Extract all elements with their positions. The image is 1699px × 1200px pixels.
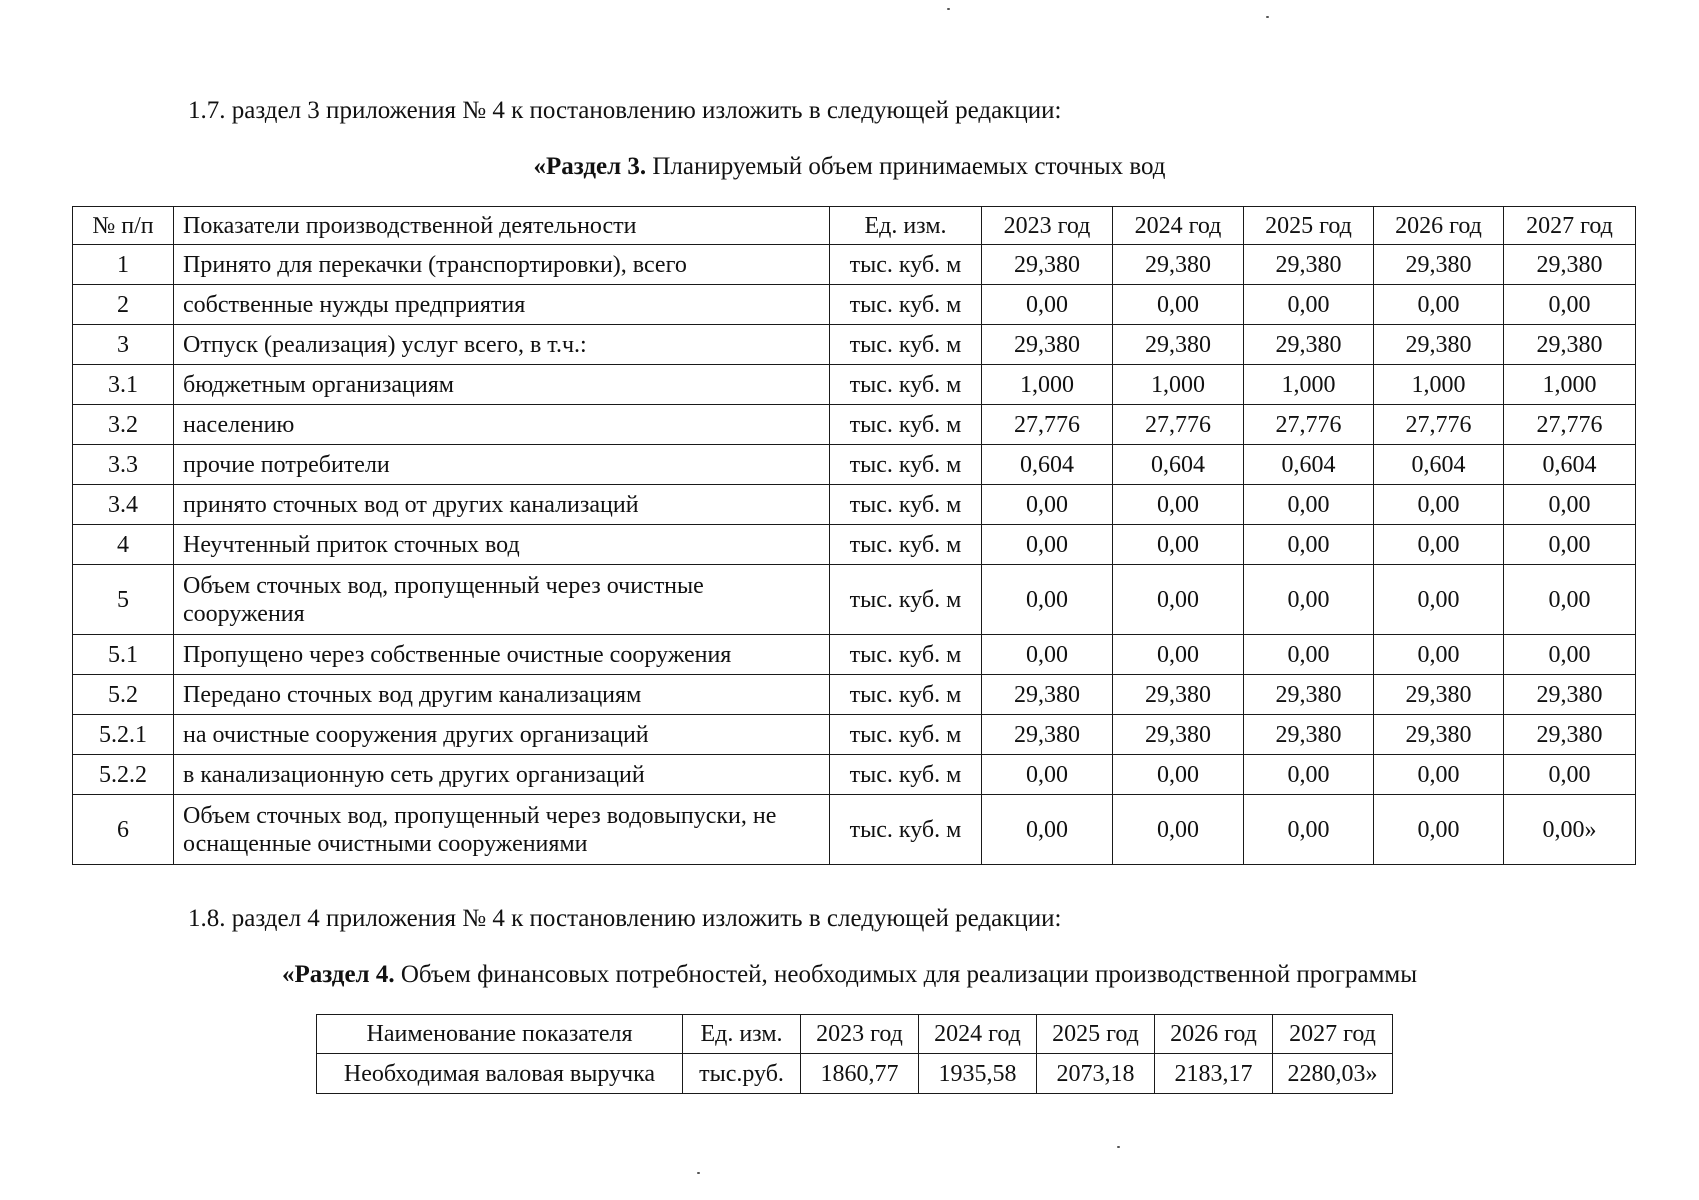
table-cell: 0,00 [982,795,1113,865]
table-cell: 29,380 [1244,245,1374,285]
table-cell: тыс. куб. м [830,445,982,485]
scan-speck [1117,1146,1120,1148]
table-cell: 0,00 [1504,565,1636,635]
table-cell: 29,380 [1374,715,1504,755]
table-cell: 5.2.2 [73,755,174,795]
table-row [73,635,1636,675]
table-cell: 0,00 [1244,285,1374,325]
column-header-2024: 2024 год [1113,207,1244,245]
table-cell: 3 [73,325,174,365]
table-cell: 0,00 [1504,635,1636,675]
table-cell: 5.1 [73,635,174,675]
table-cell: 0,604 [982,445,1113,485]
table-cell: 0,00» [1504,795,1636,865]
section3-title-rest: Планируемый объем принимаемых сточных вод [646,153,1166,180]
column-header-2023: 2023 год [801,1015,919,1054]
table-cell: 0,604 [1113,445,1244,485]
table-cell: тыс. куб. м [830,365,982,405]
table-cell: 0,00 [982,565,1113,635]
table-cell: Необходимая валовая выручка [317,1054,683,1094]
table-cell: 1 [73,245,174,285]
table-cell: 1,000 [1244,365,1374,405]
table-cell: 0,00 [1244,525,1374,565]
table-cell: 0,00 [1374,565,1504,635]
table-row [73,285,1636,325]
table-row [73,325,1636,365]
section4-title [0,960,1699,990]
table-cell: бюджетным организациям [174,365,830,405]
scan-speck [697,1172,700,1174]
table-cell: 0,00 [1244,635,1374,675]
table-cell: 29,380 [1113,715,1244,755]
table-cell: 0,00 [1113,755,1244,795]
table-cell: тыс.руб. [683,1054,801,1094]
table-cell: Объем сточных вод, пропущенный через очистные сооружения [174,565,830,635]
table-cell: 6 [73,795,174,865]
table-cell: 5 [73,565,174,635]
table-cell: 0,00 [1113,485,1244,525]
table-cell: на очистные сооружения других организаций [174,715,830,755]
table-cell: тыс. куб. м [830,325,982,365]
column-header-2026: 2026 год [1155,1015,1273,1054]
table-cell: 0,604 [1244,445,1374,485]
table-cell: Пропущено через собственные очистные сооружения [174,635,830,675]
table-cell: Принято для перекачки (транспортировки), всего [174,245,830,285]
table-cell: тыс. куб. м [830,795,982,865]
table-cell: 2 [73,285,174,325]
table-cell: 0,00 [1374,525,1504,565]
column-header-unit: Ед. изм. [830,207,982,245]
section3-header-row [73,207,1636,245]
table-cell: Неучтенный приток сточных вод [174,525,830,565]
section3-table-body [73,245,1636,865]
table-cell: 0,00 [1244,485,1374,525]
table-cell: 29,380 [982,715,1113,755]
scan-speck [947,8,950,10]
table-cell: 0,00 [1374,285,1504,325]
column-header-indicator: Показатели производственной деятельности [174,207,830,245]
table-cell: тыс. куб. м [830,405,982,445]
column-header-2025: 2025 год [1244,207,1374,245]
table-row [73,755,1636,795]
table-cell: 0,00 [1504,285,1636,325]
table-cell: 1935,58 [919,1054,1037,1094]
table-cell: 0,00 [1374,485,1504,525]
table-cell: тыс. куб. м [830,525,982,565]
section3-intro: 1.7. раздел 3 приложения № 4 к постановлению изложить в следующей редакции: [188,97,1062,124]
table-cell: 29,380 [1244,715,1374,755]
table-cell: тыс. куб. м [830,565,982,635]
table-cell: 27,776 [1374,405,1504,445]
column-header-2023: 2023 год [982,207,1113,245]
table-cell: тыс. куб. м [830,715,982,755]
table-cell: 29,380 [1113,245,1244,285]
table-cell: 0,00 [1374,795,1504,865]
table-cell: в канализационную сеть других организаций [174,755,830,795]
table-cell: 27,776 [982,405,1113,445]
section4-title-rest: Объем финансовых потребностей, необходимых для реализации производственной программы [394,961,1418,988]
table-cell: собственные нужды предприятия [174,285,830,325]
table-cell: 29,380 [1374,675,1504,715]
table-cell: 0,00 [982,755,1113,795]
table-cell: 0,00 [1113,635,1244,675]
table-cell: 0,00 [1113,285,1244,325]
column-header-2025: 2025 год [1037,1015,1155,1054]
column-header-2027: 2027 год [1504,207,1636,245]
table-cell: Передано сточных вод другим канализациям [174,675,830,715]
table-cell: 29,380 [1504,675,1636,715]
table-cell: 3.2 [73,405,174,445]
table-cell: тыс. куб. м [830,675,982,715]
table-cell: 3.1 [73,365,174,405]
table-cell: 0,604 [1504,445,1636,485]
table-cell: 0,00 [1244,795,1374,865]
table-cell: 3.4 [73,485,174,525]
table-row [73,485,1636,525]
table-cell: 29,380 [982,245,1113,285]
table-cell: 5.2 [73,675,174,715]
table-cell: 0,00 [982,525,1113,565]
column-header-2026: 2026 год [1374,207,1504,245]
column-header-name: Наименование показателя [317,1015,683,1054]
scan-speck [1266,16,1269,18]
table-cell: 0,00 [982,485,1113,525]
table-cell: тыс. куб. м [830,635,982,675]
table-cell: 0,604 [1374,445,1504,485]
section4-intro: 1.8. раздел 4 приложения № 4 к постановлению изложить в следующей редакции: [188,905,1062,932]
table-row [73,525,1636,565]
table-cell: 4 [73,525,174,565]
table-row [317,1054,1393,1094]
section4-title-bold: «Раздел 4. [281,961,395,988]
table-cell: 1860,77 [801,1054,919,1094]
table-cell: 29,380 [982,675,1113,715]
table-cell: 0,00 [1244,755,1374,795]
table-cell: Отпуск (реализация) услуг всего, в т.ч.: [174,325,830,365]
table-row [73,795,1636,865]
table-cell: 1,000 [1113,365,1244,405]
table-cell: 27,776 [1244,405,1374,445]
section3-table [72,206,1636,865]
table-cell: 5.2.1 [73,715,174,755]
table-row [73,365,1636,405]
column-header-unit: Ед. изм. [683,1015,801,1054]
table-row [73,445,1636,485]
table-cell: прочие потребители [174,445,830,485]
table-cell: тыс. куб. м [830,485,982,525]
table-cell: 29,380 [1504,245,1636,285]
table-cell: 29,380 [1374,325,1504,365]
section3-title-bold: «Раздел 3. [533,153,647,180]
table-cell: тыс. куб. м [830,755,982,795]
table-row [73,405,1636,445]
table-cell: 29,380 [1504,325,1636,365]
table-cell: тыс. куб. м [830,285,982,325]
section4-table-body [317,1054,1393,1094]
table-row [73,565,1636,635]
section3-title [0,152,1699,182]
table-cell: 0,00 [1374,635,1504,675]
table-cell: 29,380 [1113,325,1244,365]
table-cell: 0,00 [1244,565,1374,635]
table-cell: 29,380 [1113,675,1244,715]
table-cell: 27,776 [1504,405,1636,445]
table-cell: тыс. куб. м [830,245,982,285]
table-cell: 2073,18 [1037,1054,1155,1094]
table-cell: 0,00 [1113,565,1244,635]
table-cell: 0,00 [1113,795,1244,865]
column-header-number: № п/п [73,207,174,245]
table-cell: 29,380 [1244,325,1374,365]
table-cell: 29,380 [1244,675,1374,715]
table-cell: 1,000 [1374,365,1504,405]
table-cell: 0,00 [982,285,1113,325]
table-cell: 1,000 [982,365,1113,405]
column-header-2024: 2024 год [919,1015,1037,1054]
table-row [73,245,1636,285]
table-cell: 29,380 [982,325,1113,365]
table-cell: населению [174,405,830,445]
table-cell: 1,000 [1504,365,1636,405]
table-cell: 0,00 [1504,755,1636,795]
section4-header-row [317,1015,1393,1054]
table-cell: принято сточных вод от других канализаций [174,485,830,525]
table-cell: 0,00 [1113,525,1244,565]
table-cell: 0,00 [1504,525,1636,565]
table-cell: 0,00 [1374,755,1504,795]
table-row [73,675,1636,715]
table-cell: 2183,17 [1155,1054,1273,1094]
table-cell: 0,00 [1504,485,1636,525]
table-cell: 27,776 [1113,405,1244,445]
table-row [73,715,1636,755]
table-cell: Объем сточных вод, пропущенный через водовыпуски, не оснащенные очистными сооружениями [174,795,830,865]
table-cell: 3.3 [73,445,174,485]
table-cell: 0,00 [982,635,1113,675]
table-cell: 2280,03» [1273,1054,1393,1094]
table-cell: 29,380 [1504,715,1636,755]
table-cell: 29,380 [1374,245,1504,285]
column-header-2027: 2027 год [1273,1015,1393,1054]
section4-table [316,1014,1393,1094]
